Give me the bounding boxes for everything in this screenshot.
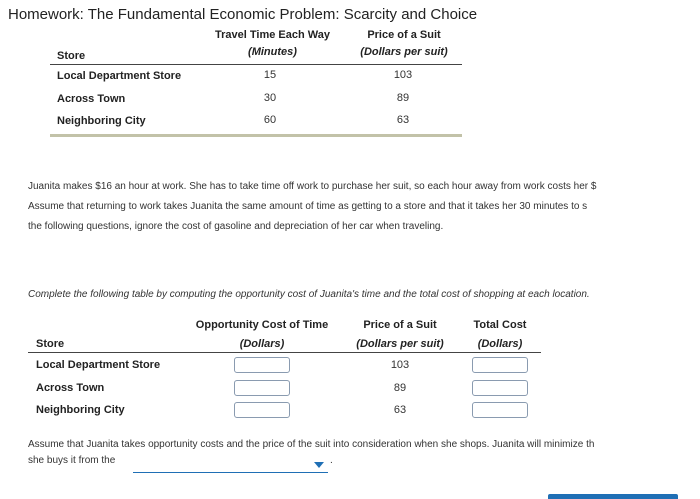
problem-text-line: Assume that returning to work takes Juanita the same amount of time as getting to a store and that it takes her 30 minutes to s	[28, 201, 588, 212]
total-cost-input[interactable]	[472, 380, 528, 396]
table-row-price: 103	[390, 359, 410, 371]
total-cost-header: Total Cost	[473, 319, 527, 331]
table-row-store: Across Town	[36, 382, 105, 394]
travel-time-unit: (Minutes)	[248, 46, 297, 58]
bottom-accent-bar	[548, 494, 678, 499]
conclusion-suffix: .	[330, 455, 333, 466]
store-header: Store	[57, 50, 86, 62]
problem-text-line: Juanita makes $16 an hour at work. She has to take time off work to purchase her suit, so each hour away from work costs her $	[28, 181, 597, 192]
opp-cost-input[interactable]	[234, 357, 290, 373]
total-cost-input[interactable]	[472, 402, 528, 418]
table-row-store: Local Department Store	[36, 359, 161, 371]
problem-text-line: the following questions, ignore the cost of gasoline and depreciation of her car when traveling.	[28, 221, 444, 232]
conclusion-prefix: she buys it from the	[28, 455, 116, 466]
price-unit: (Dollars per suit)	[356, 338, 444, 350]
travel-time-header: Travel Time Each Way	[215, 29, 330, 41]
table-row-time: 15	[263, 69, 277, 81]
opp-cost-input[interactable]	[234, 402, 290, 418]
opp-cost-header: Opportunity Cost of Time	[195, 319, 329, 331]
table-row-price: 103	[393, 69, 413, 81]
total-cost-input[interactable]	[472, 357, 528, 373]
opp-cost-unit: (Dollars)	[239, 338, 285, 350]
table-row-time: 30	[263, 92, 277, 104]
opp-cost-input[interactable]	[234, 380, 290, 396]
price-header: Price of a Suit	[367, 29, 441, 41]
store-choice-dropdown[interactable]	[133, 458, 328, 473]
instruction-text: Complete the following table by computing the opportunity cost of Juanita's time and the total cost of shopping at each location.	[28, 289, 590, 300]
page-title: Homework: The Fundamental Economic Problem: Scarcity and Choice	[8, 6, 478, 23]
header-divider	[28, 352, 541, 353]
price-unit: (Dollars per suit)	[360, 46, 448, 58]
table-row-price: 63	[393, 404, 407, 416]
total-cost-unit: (Dollars)	[477, 338, 523, 350]
table-row-store: Local Department Store	[57, 70, 182, 82]
store-header: Store	[36, 338, 65, 350]
table-row-price: 89	[396, 92, 410, 104]
table-row-store: Neighboring City	[57, 115, 146, 127]
table-row-store: Neighboring City	[36, 404, 125, 416]
price-header: Price of a Suit	[363, 319, 437, 331]
conclusion-text: Assume that Juanita takes opportunity costs and the price of the suit into consideration when she shops. Juanita will minimize th	[28, 439, 595, 450]
header-divider	[50, 64, 462, 65]
table-bottom-rule	[50, 134, 462, 137]
chevron-down-icon[interactable]	[314, 462, 324, 468]
table-row-price: 63	[396, 114, 410, 126]
table-row-time: 60	[263, 114, 277, 126]
table-row-store: Across Town	[57, 93, 126, 105]
table-row-price: 89	[393, 382, 407, 394]
